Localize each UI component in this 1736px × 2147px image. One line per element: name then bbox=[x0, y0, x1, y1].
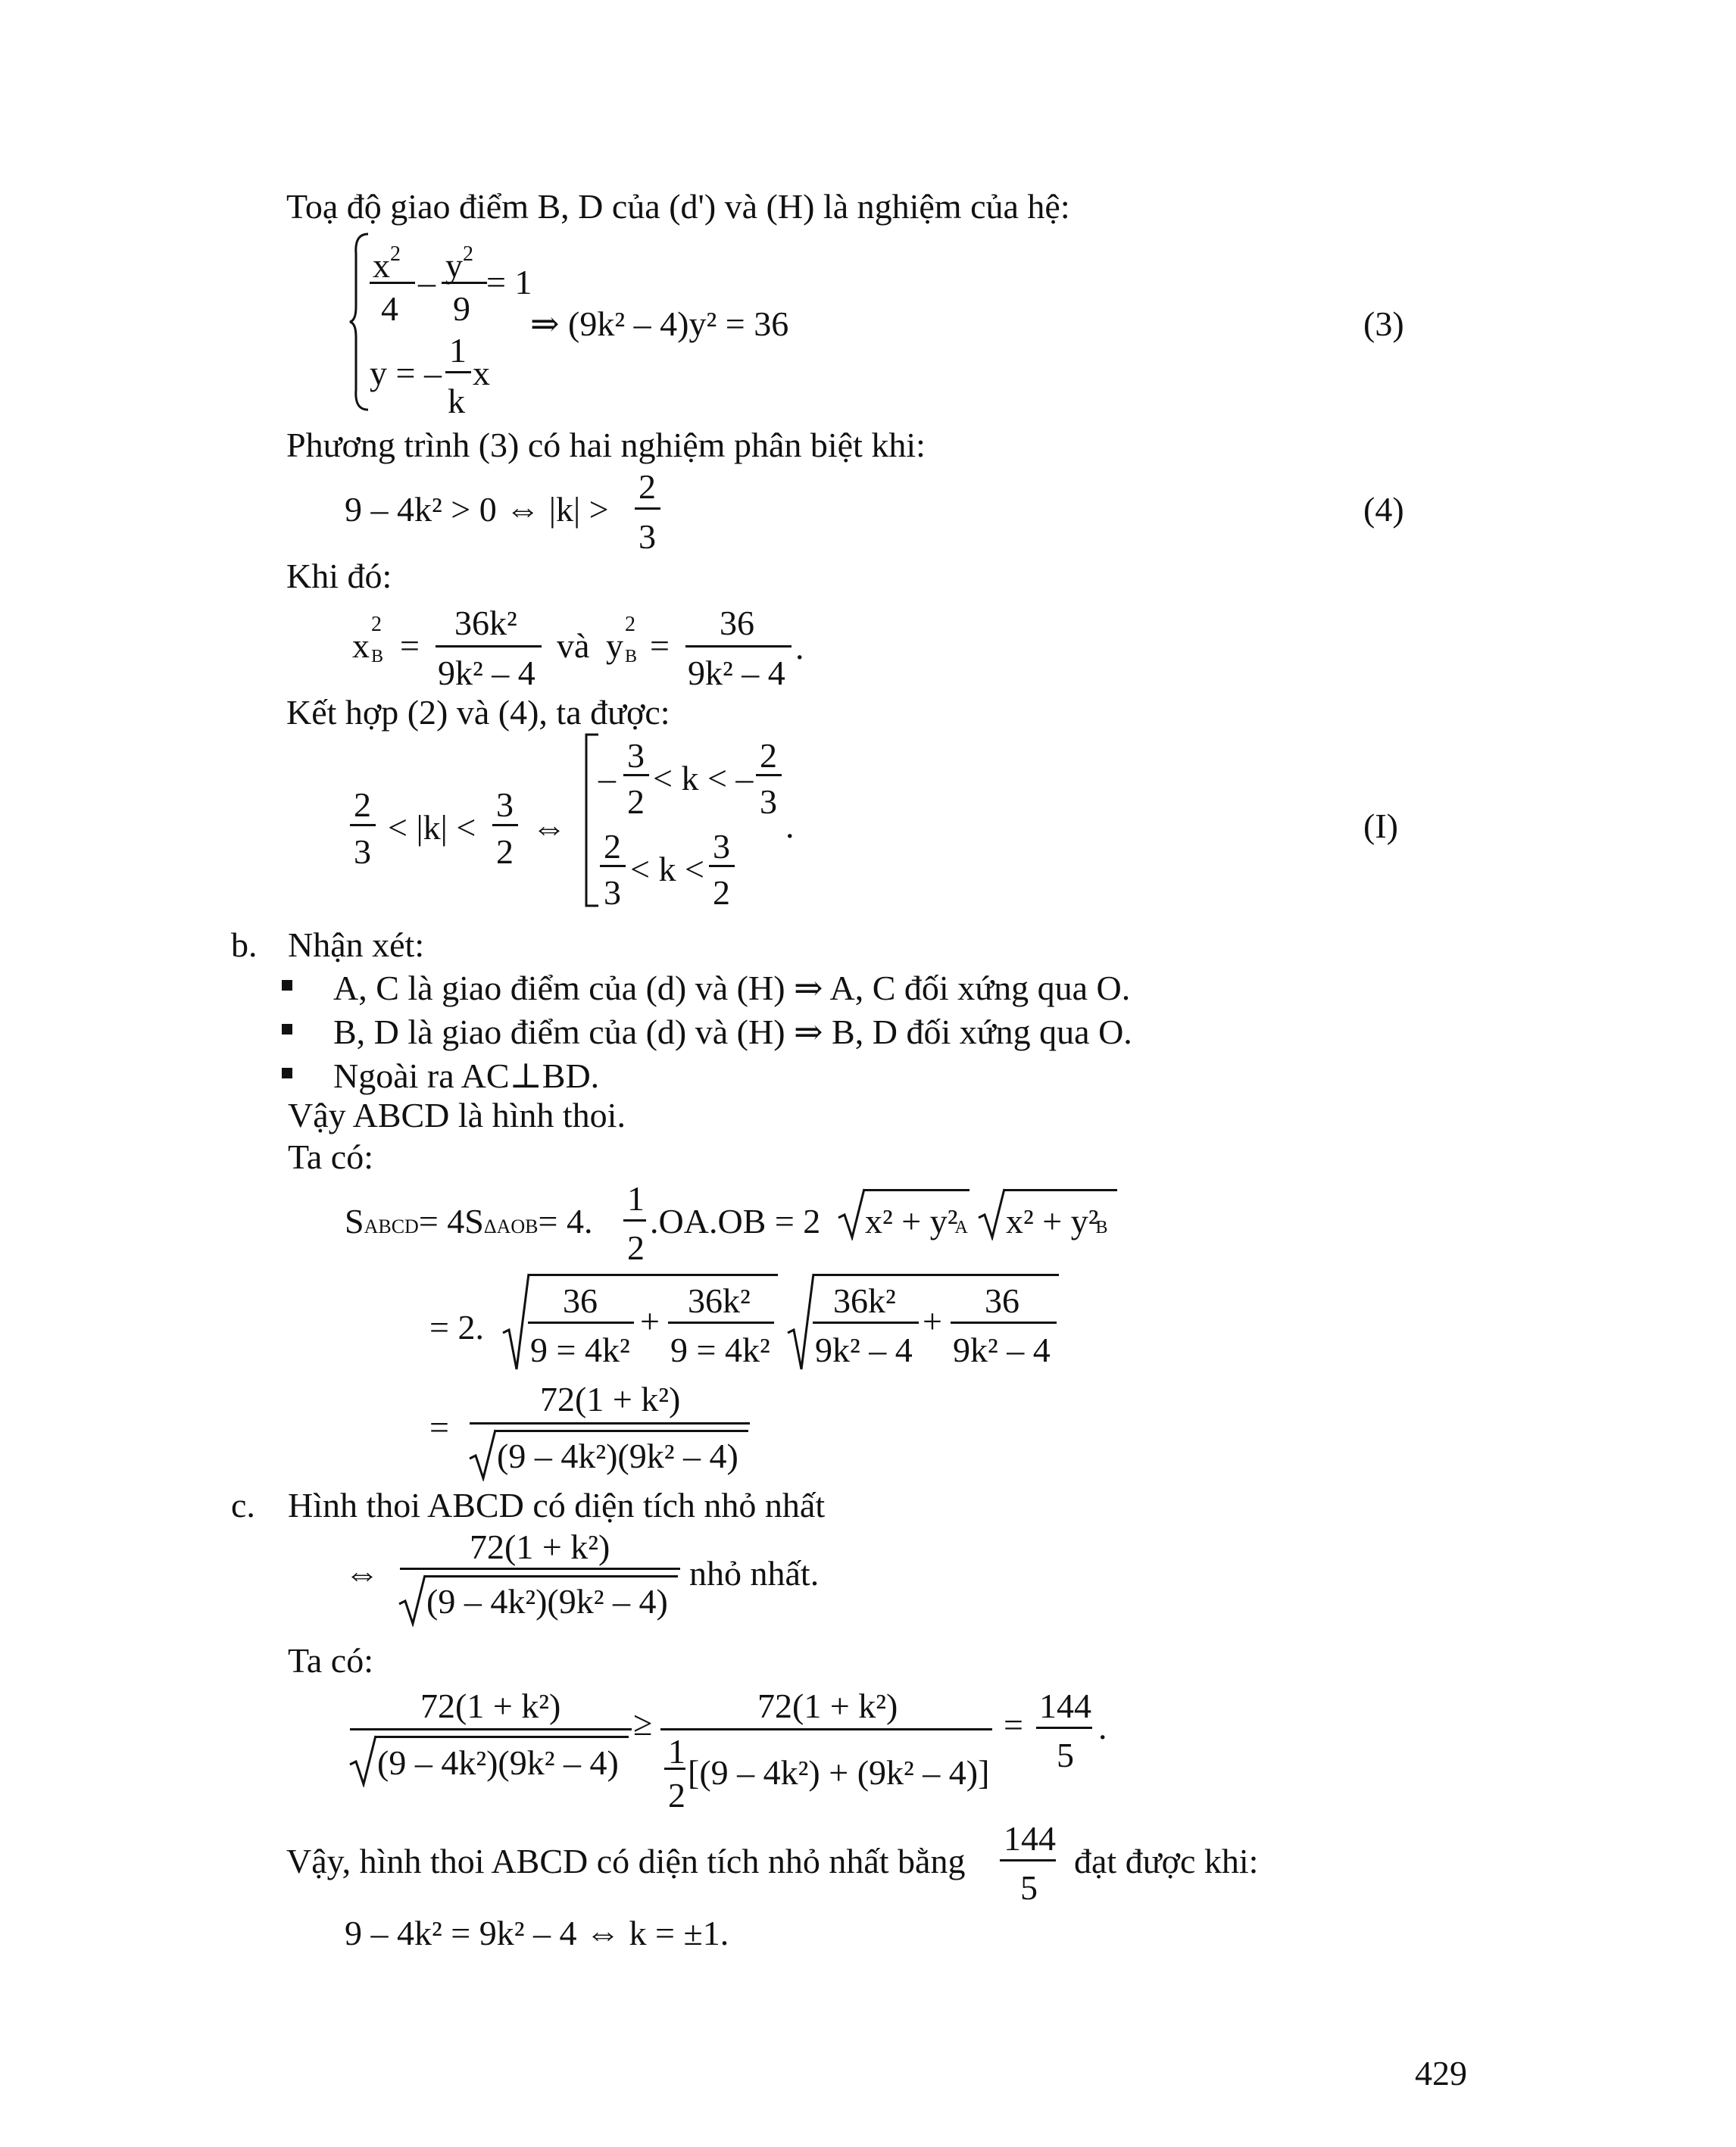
ineqI-mid: < |k| < bbox=[388, 808, 476, 847]
system-brace bbox=[348, 231, 371, 413]
area-half-d: 2 bbox=[627, 1228, 645, 1267]
final-n: 144 bbox=[1004, 1819, 1056, 1858]
sqrt-icon bbox=[786, 1272, 816, 1371]
ineqI-r1bar bbox=[623, 774, 649, 776]
xb-lhs: x 2 B bbox=[352, 613, 384, 666]
part-c-letter: c. bbox=[231, 1486, 255, 1524]
sqrt-icon bbox=[468, 1428, 498, 1481]
area-f3n: 36k² bbox=[833, 1281, 896, 1320]
sys-x: x bbox=[473, 354, 490, 392]
area-f5bar bbox=[470, 1422, 750, 1425]
part-c-ta-co: Ta có: bbox=[288, 1641, 374, 1680]
xb-eq: = bbox=[400, 626, 420, 665]
area-f5d: (9 – 4k²)(9k² – 4) bbox=[497, 1437, 738, 1475]
sqrt-bar bbox=[813, 1274, 1059, 1276]
sys-eq-1: = 1 bbox=[486, 263, 532, 301]
area-f4d: 9k² – 4 bbox=[953, 1331, 1051, 1369]
sqrt-bar bbox=[424, 1575, 678, 1577]
sys-x-var: $x^2$ bbox=[373, 242, 401, 285]
part-b-ta-co: Ta có: bbox=[288, 1137, 374, 1176]
ineqI-r2n2: 3 bbox=[713, 827, 730, 866]
ineqI-n2: 3 bbox=[496, 785, 514, 824]
final-text-b: đạt được khi: bbox=[1074, 1842, 1259, 1880]
part-c-iff: ⇔ bbox=[345, 1554, 379, 1593]
page-number: 429 bbox=[1415, 2054, 1467, 2092]
area-half-n: 1 bbox=[627, 1179, 645, 1218]
area-f3bar bbox=[813, 1322, 919, 1324]
ineqI-r2m: < k < bbox=[630, 850, 704, 888]
bullet-item-1: A, C là giao điểm của (d) và (H) ⇒ A, C đối xứng qua O. bbox=[333, 969, 1131, 1007]
yb-num: 36 bbox=[720, 604, 754, 642]
sys-minus: – bbox=[418, 263, 436, 301]
ineqI-r2n: 2 bbox=[604, 827, 621, 866]
sqrt-icon bbox=[348, 1734, 379, 1787]
part-c-min-text: nhỏ nhất. bbox=[689, 1554, 820, 1593]
cond4-den: 3 bbox=[639, 517, 656, 556]
part-c-fd: (9 – 4k²)(9k² – 4) bbox=[426, 1582, 668, 1621]
yb-lhs: y 2 B bbox=[606, 613, 638, 666]
part-c-fbar bbox=[400, 1568, 680, 1570]
ineqI-r1d2: 3 bbox=[760, 782, 777, 821]
ineqI-bar2 bbox=[492, 824, 518, 826]
ineq-res-n: 144 bbox=[1039, 1687, 1091, 1725]
final-text-a: Vậy, hình thoi ABCD có diện tích nhỏ nhất bằng bbox=[286, 1842, 966, 1880]
xb-num: 36k² bbox=[454, 604, 517, 642]
ineqI-iff: ⇔ bbox=[532, 808, 567, 847]
sqrt-bar bbox=[528, 1274, 778, 1276]
label-I: (I) bbox=[1363, 807, 1398, 845]
line-phuong-trinh: Phương trình (3) có hai nghiệm phân biệt khi: bbox=[286, 426, 926, 464]
area-plus2: + bbox=[923, 1302, 942, 1340]
ineq-ln: 72(1 + k²) bbox=[420, 1687, 561, 1725]
yb-den: 9k² – 4 bbox=[688, 654, 785, 692]
sys-y-eq: y = – bbox=[370, 354, 442, 392]
intro-line: Toạ độ giao điểm B, D của (d') và (H) là nghiệm của hệ: bbox=[286, 187, 1070, 226]
ineqI-r2d: 3 bbox=[604, 873, 621, 912]
ineq-rd: [(9 – 4k²) + (9k² – 4)] bbox=[688, 1753, 990, 1792]
ineqI-r1d: 2 bbox=[627, 782, 645, 821]
ineqI-r1-minus: – bbox=[598, 759, 616, 797]
area-oaob: .OA.OB = 2 bbox=[650, 1202, 821, 1240]
bullet-item-2: B, D là giao điểm của (d) và (H) ⇒ B, D đối xứng qua O. bbox=[333, 1013, 1132, 1051]
area-f5n: 72(1 + k²) bbox=[540, 1380, 681, 1418]
area-f4bar bbox=[951, 1322, 1057, 1324]
yb-dot: . bbox=[795, 628, 804, 666]
area-f3d: 9k² – 4 bbox=[815, 1331, 913, 1369]
sys-den-4: 4 bbox=[381, 289, 398, 328]
cond4-bar bbox=[635, 507, 660, 510]
sys-frac-bar-2 bbox=[442, 282, 487, 284]
sqrt-bar bbox=[495, 1430, 748, 1432]
ineqI-r2bar bbox=[600, 865, 626, 867]
xb-va: và bbox=[557, 626, 590, 665]
sys-result: ⇒ (9k² – 4)y² = 36 bbox=[530, 304, 789, 343]
bullet-icon bbox=[282, 1068, 292, 1078]
sys-frac-bar-3 bbox=[445, 371, 471, 373]
area-f1n: 36 bbox=[563, 1281, 598, 1320]
ineqI-n1: 2 bbox=[354, 785, 371, 824]
bullet-icon bbox=[282, 980, 292, 991]
bullet-item-3: Ngoài ra AC⊥BD. bbox=[333, 1056, 600, 1095]
ineq-res-d: 5 bbox=[1057, 1736, 1074, 1774]
cond4-text: 9 – 4k² > 0 ⇔ |k| > bbox=[345, 490, 609, 529]
ineq-lbar bbox=[350, 1728, 632, 1730]
area-s: SABCD= 4SΔAOB= 4. bbox=[345, 1202, 593, 1240]
area-f2bar bbox=[668, 1322, 774, 1324]
part-c-fn: 72(1 + k²) bbox=[470, 1528, 610, 1566]
ket-hop: Kết hợp (2) và (4), ta được: bbox=[286, 693, 670, 732]
ineq-half-bar bbox=[664, 1768, 685, 1770]
area-f1bar bbox=[528, 1322, 634, 1324]
sqrt-icon bbox=[398, 1574, 428, 1627]
ineq-ld: (9 – 4k²)(9k² – 4) bbox=[377, 1743, 619, 1782]
yb-eq: = bbox=[650, 626, 670, 665]
ineqI-r1n2: 2 bbox=[760, 736, 777, 775]
area-l2-eq: = 2. bbox=[429, 1308, 484, 1347]
ineq-dot: . bbox=[1098, 1708, 1107, 1746]
area-sq1: x² + y²A bbox=[865, 1202, 968, 1240]
sqrt-icon bbox=[977, 1187, 1007, 1240]
area-f2d: 9 = 4k² bbox=[670, 1331, 770, 1369]
khi-do: Khi đó: bbox=[286, 557, 392, 595]
ineqI-r2d2: 2 bbox=[713, 873, 730, 912]
area-sq2: x² + y²B bbox=[1006, 1202, 1108, 1240]
sqrt-icon bbox=[837, 1187, 867, 1240]
ineq-eq: = bbox=[1004, 1705, 1023, 1744]
sys-k: k bbox=[448, 382, 465, 420]
xb-bar bbox=[436, 645, 542, 648]
area-l3-eq: = bbox=[429, 1408, 449, 1446]
part-b-letter: b. bbox=[231, 925, 258, 964]
ineqI-r1m: < k < – bbox=[653, 759, 754, 797]
ineq-res-bar bbox=[1036, 1727, 1092, 1729]
final-bar bbox=[1000, 1859, 1056, 1861]
area-half-bar bbox=[623, 1219, 646, 1222]
sys-one: 1 bbox=[449, 331, 467, 370]
ineqI-dot: . bbox=[785, 807, 795, 845]
ineqI-r1n: 3 bbox=[627, 736, 645, 775]
part-b-conclusion: Vậy ABCD là hình thoi. bbox=[288, 1096, 626, 1134]
ineqI-d2: 2 bbox=[496, 832, 514, 871]
area-f1d: 9 = 4k² bbox=[530, 1331, 630, 1369]
ineqI-r2bar2 bbox=[709, 865, 735, 867]
part-c-title: Hình thoi ABCD có diện tích nhỏ nhất bbox=[288, 1486, 826, 1524]
bullet-icon bbox=[282, 1024, 292, 1034]
ineqI-bar1 bbox=[350, 824, 376, 826]
sys-frac-bar-1 bbox=[370, 282, 415, 284]
sqrt-icon bbox=[501, 1272, 532, 1371]
area-f2n: 36k² bbox=[688, 1281, 751, 1320]
sqrt-bar bbox=[375, 1736, 629, 1738]
label-3: (3) bbox=[1363, 304, 1404, 343]
ineq-rn: 72(1 + k²) bbox=[757, 1687, 898, 1725]
part-b-title: Nhận xét: bbox=[288, 925, 425, 964]
sys-y-var: $y^2$ bbox=[445, 242, 473, 285]
ineqI-r1bar2 bbox=[756, 774, 782, 776]
area-plus1: + bbox=[640, 1302, 660, 1340]
final-d: 5 bbox=[1020, 1868, 1038, 1907]
ineq-half-d: 2 bbox=[668, 1776, 685, 1815]
final-eq: 9 – 4k² = 9k² – 4 ⇔ k = ±1. bbox=[345, 1914, 729, 1952]
sqrt-bar bbox=[1004, 1189, 1117, 1191]
area-f4n: 36 bbox=[985, 1281, 1019, 1320]
xb-den: 9k² – 4 bbox=[438, 654, 535, 692]
ineqI-d1: 3 bbox=[354, 832, 371, 871]
sys-den-9: 9 bbox=[453, 289, 470, 328]
cond4-num: 2 bbox=[639, 467, 656, 506]
label-4: (4) bbox=[1363, 490, 1404, 529]
yb-bar bbox=[685, 645, 792, 648]
ineq-ge: ≥ bbox=[633, 1704, 653, 1743]
sqrt-bar bbox=[863, 1189, 969, 1191]
ineq-rbar bbox=[660, 1728, 992, 1730]
ineq-half-n: 1 bbox=[668, 1732, 685, 1771]
